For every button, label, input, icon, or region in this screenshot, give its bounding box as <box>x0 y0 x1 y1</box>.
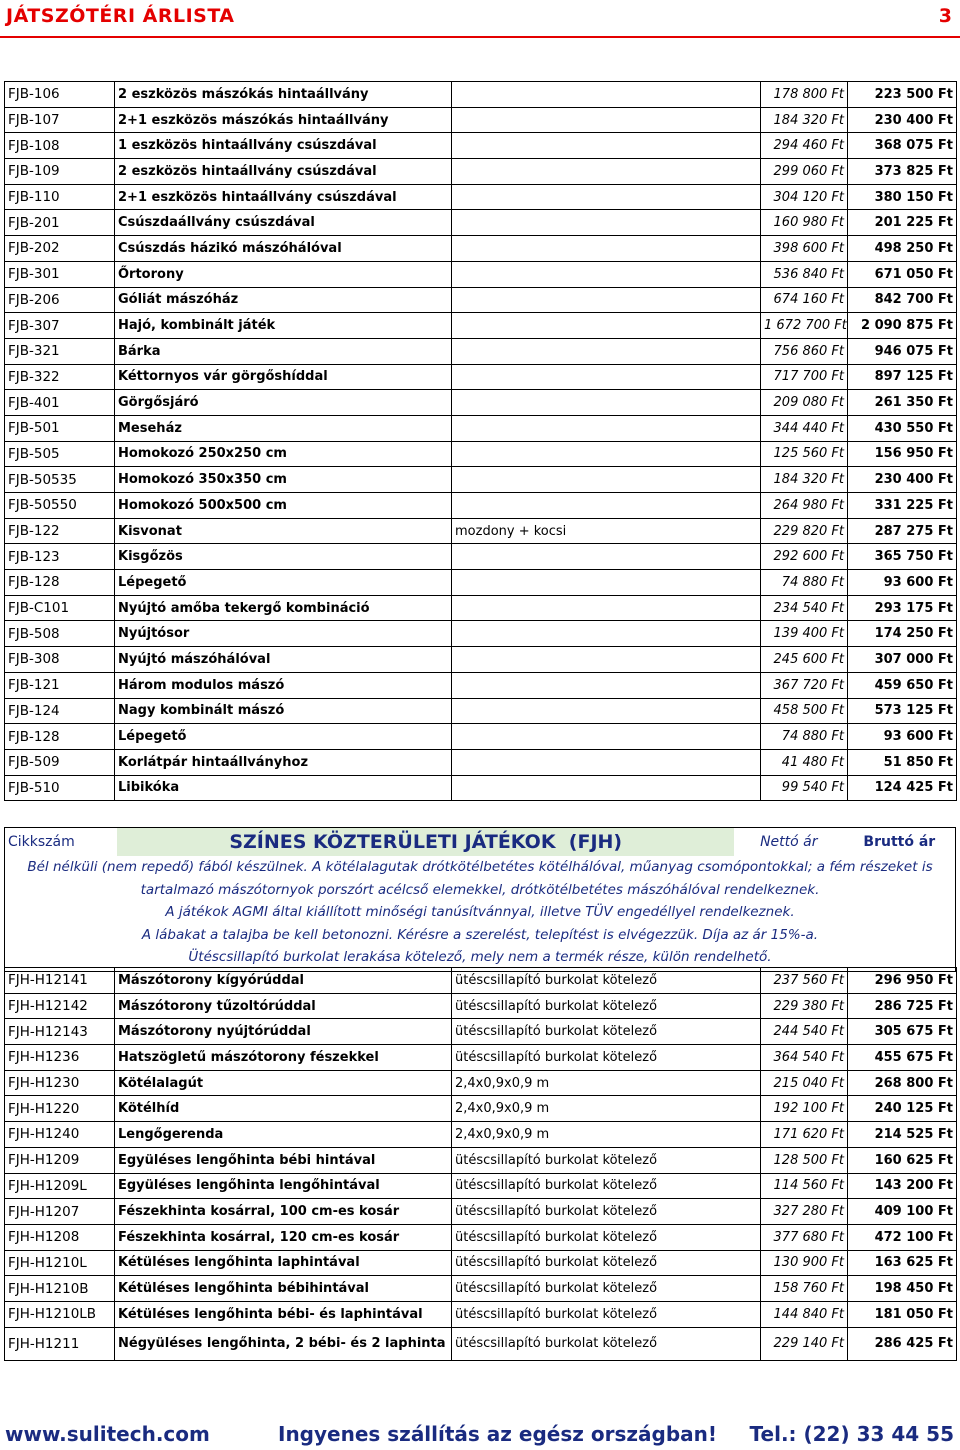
net-price: 209 080 Ft <box>761 390 848 416</box>
product-name: 2 eszközös mászókás hintaállvány <box>115 82 452 108</box>
table-row <box>5 993 957 1019</box>
footer-shipping-text: Ingyenes szállítás az egész országban! <box>278 1422 717 1446</box>
product-note <box>452 133 761 159</box>
net-price: 364 540 Ft <box>761 1045 848 1071</box>
table-row <box>5 1173 957 1199</box>
product-note: mozdony + kocsi <box>452 518 761 544</box>
product-code: FJB-106 <box>5 82 115 108</box>
table-row <box>5 415 957 441</box>
table-row <box>5 1096 957 1122</box>
net-price: 139 400 Ft <box>761 621 848 647</box>
table-row <box>5 647 957 673</box>
product-code: FJB-128 <box>5 570 115 596</box>
table-row <box>5 1147 957 1173</box>
table-row <box>5 1250 957 1276</box>
product-code: FJB-122 <box>5 518 115 544</box>
gross-price: 380 150 Ft <box>848 184 957 210</box>
product-name: Bárka <box>115 338 452 364</box>
product-code: FJH-H1236 <box>5 1045 115 1071</box>
net-price: 458 500 Ft <box>761 698 848 724</box>
page-number: 3 <box>938 5 952 27</box>
product-note <box>452 159 761 185</box>
gross-price: 430 550 Ft <box>848 415 957 441</box>
table-row <box>5 672 957 698</box>
product-note <box>452 364 761 390</box>
description-line: Ütéscsillapító burkolat lerakása kötelező, mely nem a termék része, külön rendelhető. <box>188 949 772 965</box>
product-name: Kéttornyos vár görgőshíddal <box>115 364 452 390</box>
net-price: 674 160 Ft <box>761 287 848 313</box>
gross-price: 498 250 Ft <box>848 236 957 262</box>
gross-price: 455 675 Ft <box>848 1045 957 1071</box>
table-row <box>5 1301 957 1327</box>
table-row <box>5 1122 957 1148</box>
net-price: 184 320 Ft <box>761 107 848 133</box>
gross-price: 93 600 Ft <box>848 570 957 596</box>
product-name: Kétüléses lengőhinta bébihintával <box>115 1276 452 1302</box>
gross-price: 842 700 Ft <box>848 287 957 313</box>
net-price: 229 820 Ft <box>761 518 848 544</box>
product-name: 2+1 eszközös mászókás hintaállvány <box>115 107 452 133</box>
product-note <box>452 570 761 596</box>
product-name: Mászótorony tűzoltórúddal <box>115 993 452 1019</box>
price-table-public <box>4 967 957 1361</box>
product-name: Kétüléses lengőhinta laphintával <box>115 1250 452 1276</box>
gross-price: 268 800 Ft <box>848 1070 957 1096</box>
gross-price: 198 450 Ft <box>848 1276 957 1302</box>
product-code: FJB-128 <box>5 724 115 750</box>
net-price: 377 680 Ft <box>761 1224 848 1250</box>
gross-price: 671 050 Ft <box>848 261 957 287</box>
net-price: 292 600 Ft <box>761 544 848 570</box>
product-name: Homokozó 250x250 cm <box>115 441 452 467</box>
product-code: FJB-308 <box>5 647 115 673</box>
product-name: Lépegető <box>115 570 452 596</box>
table-row <box>5 621 957 647</box>
gross-price: 223 500 Ft <box>848 82 957 108</box>
table-row <box>5 184 957 210</box>
product-name: Homokozó 350x350 cm <box>115 467 452 493</box>
product-note <box>452 107 761 133</box>
product-name: Együléses lengőhinta lengőhintával <box>115 1173 452 1199</box>
table-row <box>5 595 957 621</box>
header-divider <box>0 36 960 38</box>
table-row <box>5 698 957 724</box>
description-line: Bél nélküli (nem repedő) fából készülnek. A kötélalagutak drótkötélbetétes kötélhálóval, műanyag csomópontokkal; a fém részeket is <box>27 859 933 875</box>
table-row <box>5 544 957 570</box>
section-description <box>5 856 955 971</box>
net-price: 245 600 Ft <box>761 647 848 673</box>
gross-price: 240 125 Ft <box>848 1096 957 1122</box>
gross-price: 230 400 Ft <box>848 107 957 133</box>
product-note <box>452 236 761 262</box>
product-code: FJB-109 <box>5 159 115 185</box>
product-code: FJH-H1210B <box>5 1276 115 1302</box>
net-price: 74 880 Ft <box>761 724 848 750</box>
product-note <box>452 749 761 775</box>
gross-price: 201 225 Ft <box>848 210 957 236</box>
product-name: Görgősjáró <box>115 390 452 416</box>
table-row <box>5 82 957 108</box>
gross-price: 51 850 Ft <box>848 749 957 775</box>
net-price: 294 460 Ft <box>761 133 848 159</box>
product-note <box>452 647 761 673</box>
product-name: Lépegető <box>115 724 452 750</box>
table-row <box>5 441 957 467</box>
table-row <box>5 1019 957 1045</box>
product-note <box>452 313 761 339</box>
col-code-header: Cikkszám <box>8 834 75 850</box>
product-code: FJB-124 <box>5 698 115 724</box>
footer-phone: Tel.: (22) 33 44 55 <box>749 1422 954 1446</box>
footer-website-link[interactable]: www.sulitech.com <box>5 1422 210 1446</box>
product-name: Meseház <box>115 415 452 441</box>
table-row <box>5 287 957 313</box>
table-row <box>5 493 957 519</box>
product-name: Libikóka <box>115 775 452 801</box>
product-code: FJH-H1211 <box>5 1327 115 1360</box>
product-name: Homokozó 500x500 cm <box>115 493 452 519</box>
table-row <box>5 338 957 364</box>
table-row <box>5 236 957 262</box>
product-note: ütéscsillapító burkolat kötelező <box>452 1327 761 1360</box>
gross-price: 93 600 Ft <box>848 724 957 750</box>
table-row <box>5 133 957 159</box>
product-note: ütéscsillapító burkolat kötelező <box>452 1199 761 1225</box>
gross-price: 305 675 Ft <box>848 1019 957 1045</box>
net-price: 130 900 Ft <box>761 1250 848 1276</box>
product-name: Fészekhinta kosárral, 100 cm-es kosár <box>115 1199 452 1225</box>
product-note <box>452 544 761 570</box>
product-note: 2,4x0,9x0,9 m <box>452 1122 761 1148</box>
net-price: 237 560 Ft <box>761 968 848 994</box>
table-row <box>5 724 957 750</box>
product-code: FJB-201 <box>5 210 115 236</box>
product-code: FJH-H1220 <box>5 1096 115 1122</box>
table-row <box>5 1199 957 1225</box>
product-name: Kötélhíd <box>115 1096 452 1122</box>
product-code: FJB-505 <box>5 441 115 467</box>
product-note <box>452 595 761 621</box>
gross-price: 163 625 Ft <box>848 1250 957 1276</box>
product-note: ütéscsillapító burkolat kötelező <box>452 1301 761 1327</box>
description-line: A lábakat a talajba be kell betonozni. Kérésre a szerelést, telepítést is elvégezzük. Díja az ár 15%-a. <box>141 926 819 943</box>
product-name: 1 eszközös hintaállvány csúszdával <box>115 133 452 159</box>
product-note <box>452 493 761 519</box>
gross-price: 230 400 Ft <box>848 467 957 493</box>
product-note: ütéscsillapító burkolat kötelező <box>452 1045 761 1071</box>
net-price: 229 380 Ft <box>761 993 848 1019</box>
gross-price: 287 275 Ft <box>848 518 957 544</box>
table-row <box>5 570 957 596</box>
product-note <box>452 672 761 698</box>
product-code: FJB-50535 <box>5 467 115 493</box>
net-price: 128 500 Ft <box>761 1147 848 1173</box>
product-note <box>452 82 761 108</box>
gross-price: 143 200 Ft <box>848 1173 957 1199</box>
product-name: Őrtorony <box>115 261 452 287</box>
product-name: Kisvonat <box>115 518 452 544</box>
net-price: 178 800 Ft <box>761 82 848 108</box>
net-price: 1 672 700 Ft <box>761 313 848 339</box>
description-line: tartalmazó mászótornyok porszórt acélcső elemekkel, drótkötélbetétes mászóhálóval rendelkeznek. <box>140 881 820 898</box>
gross-price: 307 000 Ft <box>848 647 957 673</box>
product-name: Kötélalagút <box>115 1070 452 1096</box>
product-note <box>452 724 761 750</box>
product-code: FJH-H1230 <box>5 1070 115 1096</box>
product-note: 2,4x0,9x0,9 m <box>452 1070 761 1096</box>
net-price: 398 600 Ft <box>761 236 848 262</box>
product-name: Nyújtósor <box>115 621 452 647</box>
table-row <box>5 210 957 236</box>
gross-price: 368 075 Ft <box>848 133 957 159</box>
product-code: FJB-501 <box>5 415 115 441</box>
net-price: 234 540 Ft <box>761 595 848 621</box>
gross-price: 946 075 Ft <box>848 338 957 364</box>
gross-price: 293 175 Ft <box>848 595 957 621</box>
gross-price: 365 750 Ft <box>848 544 957 570</box>
gross-price: 156 950 Ft <box>848 441 957 467</box>
product-note <box>452 210 761 236</box>
gross-price: 459 650 Ft <box>848 672 957 698</box>
product-code: FJB-301 <box>5 261 115 287</box>
public-playground-section <box>4 827 956 972</box>
gross-price: 331 225 Ft <box>848 493 957 519</box>
net-price: 125 560 Ft <box>761 441 848 467</box>
product-note <box>452 441 761 467</box>
product-name: Együléses lengőhinta bébi hintával <box>115 1147 452 1173</box>
product-code: FJB-108 <box>5 133 115 159</box>
section-title-code: (FJH) <box>568 831 623 853</box>
product-name: Hatszögletű mászótorony fészekkel <box>115 1045 452 1071</box>
product-note <box>452 467 761 493</box>
product-code: FJB-206 <box>5 287 115 313</box>
product-code: FJH-H1207 <box>5 1199 115 1225</box>
product-code: FJH-H12142 <box>5 993 115 1019</box>
page-footer <box>0 1422 960 1450</box>
product-code: FJH-H1209 <box>5 1147 115 1173</box>
product-note: ütéscsillapító burkolat kötelező <box>452 968 761 994</box>
product-code: FJB-321 <box>5 338 115 364</box>
product-name: Három modulos mászó <box>115 672 452 698</box>
gross-price: 181 050 Ft <box>848 1301 957 1327</box>
net-price: 327 280 Ft <box>761 1199 848 1225</box>
product-note <box>452 390 761 416</box>
net-price: 171 620 Ft <box>761 1122 848 1148</box>
product-name: Hajó, kombinált játék <box>115 313 452 339</box>
net-price: 756 860 Ft <box>761 338 848 364</box>
product-note: ütéscsillapító burkolat kötelező <box>452 1173 761 1199</box>
product-name: Korlátpár hintaállványhoz <box>115 749 452 775</box>
product-name: Fészekhinta kosárral, 120 cm-es kosár <box>115 1224 452 1250</box>
product-note: ütéscsillapító burkolat kötelező <box>452 1250 761 1276</box>
product-code: FJH-H12143 <box>5 1019 115 1045</box>
table-row <box>5 159 957 185</box>
product-note: ütéscsillapító burkolat kötelező <box>452 1147 761 1173</box>
table-row <box>5 390 957 416</box>
product-code: FJB-110 <box>5 184 115 210</box>
product-name: Csúszdás házikó mászóhálóval <box>115 236 452 262</box>
table-row <box>5 107 957 133</box>
table-row <box>5 1070 957 1096</box>
product-note <box>452 338 761 364</box>
table-row <box>5 1224 957 1250</box>
gross-price: 286 725 Ft <box>848 993 957 1019</box>
net-price: 160 980 Ft <box>761 210 848 236</box>
product-code: FJH-H1240 <box>5 1122 115 1148</box>
product-note <box>452 287 761 313</box>
net-price: 536 840 Ft <box>761 261 848 287</box>
product-note <box>452 261 761 287</box>
product-note <box>452 775 761 801</box>
gross-price: 214 525 Ft <box>848 1122 957 1148</box>
table-row <box>5 364 957 390</box>
section-title-band <box>117 828 734 856</box>
page-title: JÁTSZÓTÉRI ÁRLISTA <box>6 5 235 27</box>
product-name: Kétüléses lengőhinta bébi- és laphintával <box>115 1301 452 1327</box>
product-code: FJH-H12141 <box>5 968 115 994</box>
gross-price: 409 100 Ft <box>848 1199 957 1225</box>
net-price: 244 540 Ft <box>761 1019 848 1045</box>
gross-price: 573 125 Ft <box>848 698 957 724</box>
price-table-playground <box>4 81 957 801</box>
net-price: 229 140 Ft <box>761 1327 848 1360</box>
table-row <box>5 467 957 493</box>
table-row <box>5 1045 957 1071</box>
product-code: FJB-401 <box>5 390 115 416</box>
product-name: Nyújtó amőba tekergő kombináció <box>115 595 452 621</box>
product-code: FJB-50550 <box>5 493 115 519</box>
product-note <box>452 698 761 724</box>
product-code: FJB-307 <box>5 313 115 339</box>
product-note: ütéscsillapító burkolat kötelező <box>452 1224 761 1250</box>
net-price: 717 700 Ft <box>761 364 848 390</box>
product-note: ütéscsillapító burkolat kötelező <box>452 1019 761 1045</box>
net-price: 299 060 Ft <box>761 159 848 185</box>
gross-price: 2 090 875 Ft <box>848 313 957 339</box>
table-row <box>5 775 957 801</box>
product-name: 2+1 eszközös hintaállvány csúszdával <box>115 184 452 210</box>
product-code: FJB-509 <box>5 749 115 775</box>
net-price: 304 120 Ft <box>761 184 848 210</box>
product-name: Négyüléses lengőhinta, 2 bébi- és 2 laphinta <box>115 1327 452 1360</box>
net-price: 158 760 Ft <box>761 1276 848 1302</box>
net-price: 344 440 Ft <box>761 415 848 441</box>
gross-price: 373 825 Ft <box>848 159 957 185</box>
product-code: FJB-107 <box>5 107 115 133</box>
product-code: FJB-510 <box>5 775 115 801</box>
net-price: 215 040 Ft <box>761 1070 848 1096</box>
section-title: SZÍNES KÖZTERÜLETI JÁTÉKOK <box>229 831 556 853</box>
product-code: FJB-508 <box>5 621 115 647</box>
table-row <box>5 261 957 287</box>
product-name: Mászótorony nyújtórúddal <box>115 1019 452 1045</box>
col-net-header: Nettó ár <box>760 834 818 850</box>
product-code: FJB-202 <box>5 236 115 262</box>
product-name: Lengőgerenda <box>115 1122 452 1148</box>
net-price: 114 560 Ft <box>761 1173 848 1199</box>
product-note: 2,4x0,9x0,9 m <box>452 1096 761 1122</box>
product-code: FJH-H1209L <box>5 1173 115 1199</box>
product-name: Csúszdaállvány csúszdával <box>115 210 452 236</box>
net-price: 264 980 Ft <box>761 493 848 519</box>
product-note: ütéscsillapító burkolat kötelező <box>452 1276 761 1302</box>
table-row <box>5 749 957 775</box>
table-row <box>5 968 957 994</box>
net-price: 74 880 Ft <box>761 570 848 596</box>
net-price: 184 320 Ft <box>761 467 848 493</box>
product-code: FJH-H1210LB <box>5 1301 115 1327</box>
product-code: FJB-123 <box>5 544 115 570</box>
net-price: 192 100 Ft <box>761 1096 848 1122</box>
gross-price: 174 250 Ft <box>848 621 957 647</box>
table-row <box>5 518 957 544</box>
net-price: 41 480 Ft <box>761 749 848 775</box>
description-line: A játékok AGMI által kiállított minőségi tanúsítvánnyal, illetve TÜV engedéllyel rendelkeznek. <box>165 904 795 920</box>
gross-price: 124 425 Ft <box>848 775 957 801</box>
gross-price: 160 625 Ft <box>848 1147 957 1173</box>
product-name: Mászótorony kígyórúddal <box>115 968 452 994</box>
gross-price: 261 350 Ft <box>848 390 957 416</box>
product-note <box>452 621 761 647</box>
gross-price: 296 950 Ft <box>848 968 957 994</box>
gross-price: 472 100 Ft <box>848 1224 957 1250</box>
product-name: 2 eszközös hintaállvány csúszdával <box>115 159 452 185</box>
net-price: 367 720 Ft <box>761 672 848 698</box>
product-name: Nagy kombinált mászó <box>115 698 452 724</box>
product-code: FJB-C101 <box>5 595 115 621</box>
net-price: 144 840 Ft <box>761 1301 848 1327</box>
product-name: Nyújtó mászóhálóval <box>115 647 452 673</box>
product-name: Kisgőzös <box>115 544 452 570</box>
table-row <box>5 1276 957 1302</box>
net-price: 99 540 Ft <box>761 775 848 801</box>
product-note <box>452 415 761 441</box>
gross-price: 897 125 Ft <box>848 364 957 390</box>
col-gross-header: Bruttó ár <box>863 834 936 850</box>
product-code: FJB-121 <box>5 672 115 698</box>
gross-price: 286 425 Ft <box>848 1327 957 1360</box>
table-row <box>5 313 957 339</box>
product-code: FJH-H1210L <box>5 1250 115 1276</box>
product-note: ütéscsillapító burkolat kötelező <box>452 993 761 1019</box>
section-header <box>5 828 955 856</box>
product-code: FJB-322 <box>5 364 115 390</box>
product-note <box>452 184 761 210</box>
product-code: FJH-H1208 <box>5 1224 115 1250</box>
table-row <box>5 1327 957 1360</box>
product-name: Góliát mászóház <box>115 287 452 313</box>
